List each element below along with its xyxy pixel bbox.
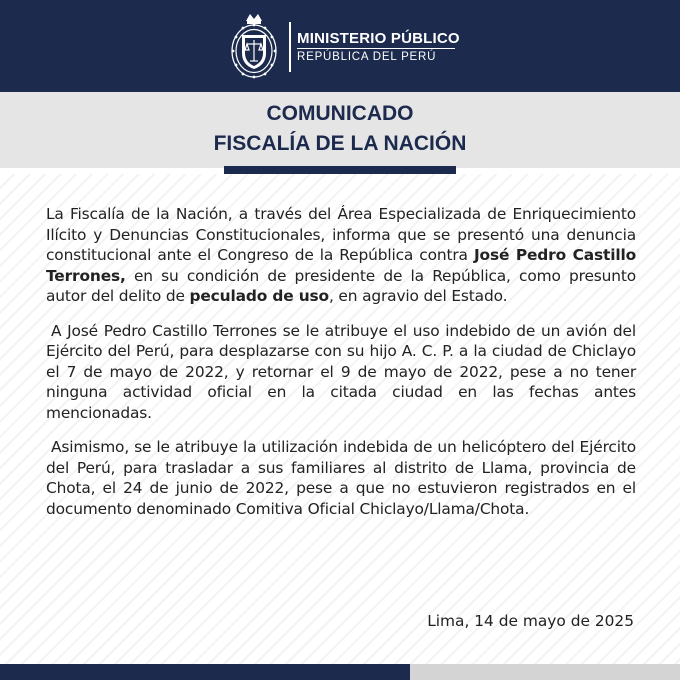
footer-bar-navy xyxy=(0,664,410,680)
p1-text-a: La Fiscalía de la Nación, a través del Área Especializada de Enriquecimiento Ilícito y Denuncias Constitucionales, informa que se presentó una denuncia constitucional ante el Congreso de la República contra xyxy=(46,205,636,264)
p1-bold-crime: peculado de uso xyxy=(189,287,329,305)
p1-text-b: en su condición de presidente de la República, como presunto autor del delito de xyxy=(46,266,636,305)
paragraph-3: Asimismo, se le atribuye la utilización indebida de un helicóptero del Ejército del Perú, para trasladar a sus familiares al distrito de Llama, provincia de Chota, el 24 de junio de 2022, pese a que no estuvieron registrados en el documento denominado Comitiva Oficial Chiclayo/Llama/Chota. xyxy=(46,438,636,518)
title-line-2: FISCALÍA DE LA NACIÓN xyxy=(213,132,467,155)
footer-bar-grey xyxy=(410,664,680,680)
coat-of-arms-seal-icon xyxy=(228,11,280,83)
paragraph-2: A José Pedro Castillo Terrones se le atribuye el uso indebido de un avión del Ejército del Perú, para desplazarse con su hijo A. C. P. a la ciudad de Chiclayo el 7 de mayo de 2022, y retornar el 9 de mayo de 2022, pese a no tener ninguna actividad oficial en la citada ciudad en las fechas antes mencionadas. xyxy=(46,321,636,422)
place-date-signoff: Lima, 14 de mayo de 2025 xyxy=(427,612,634,630)
ministerio-logo xyxy=(228,11,460,83)
org-subtitle: REPÚBLICA DEL PERÚ xyxy=(297,51,437,63)
p1-bold-name: José Pedro Castillo Terrones, xyxy=(46,246,636,285)
logo-divider xyxy=(289,22,291,72)
p1-text-c: , en agravio del Estado. xyxy=(328,287,508,305)
paragraph-1 xyxy=(46,204,636,307)
title-underline xyxy=(224,166,456,174)
title-line-1: COMUNICADO xyxy=(266,102,414,125)
logo-text xyxy=(297,30,460,64)
org-name: MINISTERIO PÚBLICO xyxy=(297,30,460,47)
org-name-rule xyxy=(297,48,455,49)
communique-body xyxy=(46,204,636,533)
